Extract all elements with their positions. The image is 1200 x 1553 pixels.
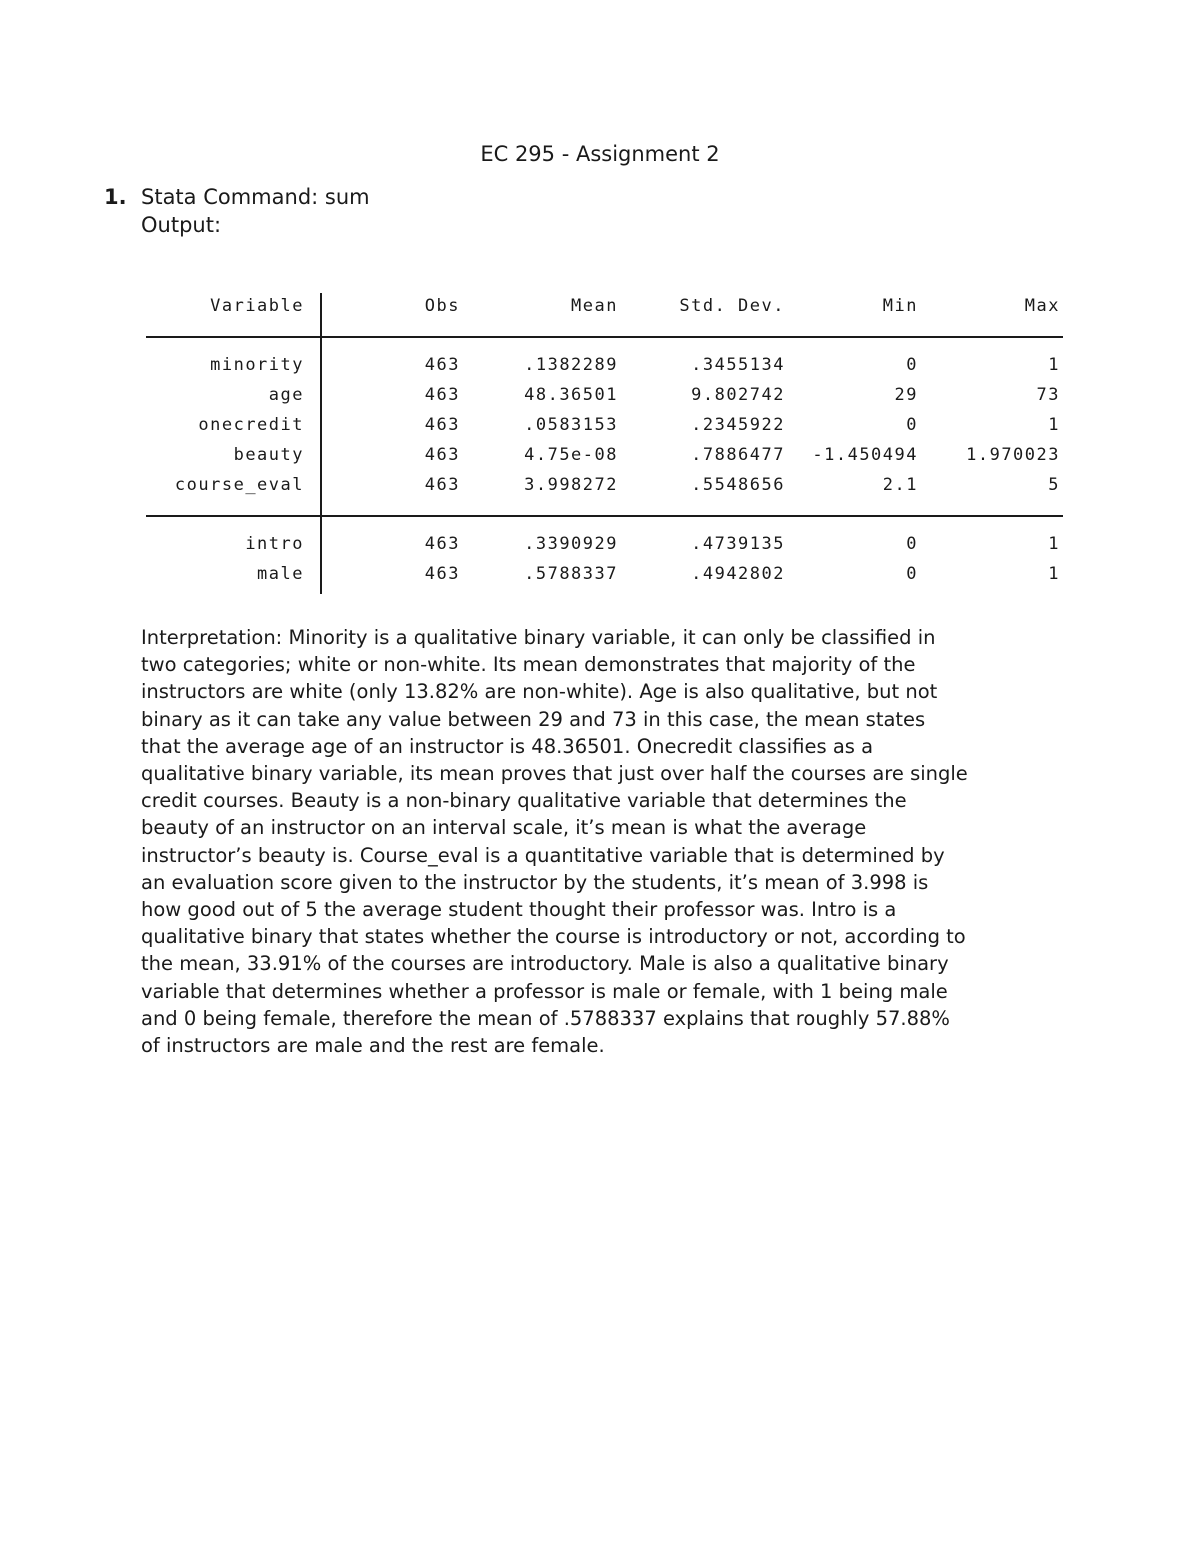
row-min: 29 (894, 385, 918, 405)
interpretation-line: instructors are white (only 13.82% are non-white). Age is also qualitative, but not (141, 680, 938, 704)
row-mean: 48.36501 (524, 385, 618, 405)
question-number: 1. (104, 185, 127, 209)
row-variable: male (257, 564, 304, 584)
header-std-dev: Std. Dev. (679, 296, 785, 316)
interpretation-line: an evaluation score given to the instructor by the students, it’s mean of 3.998 is (141, 870, 929, 894)
row-max: 73 (1036, 385, 1060, 405)
row-variable: onecredit (198, 415, 304, 435)
row-std-dev: .2345922 (691, 415, 785, 435)
row-obs: 463 (424, 385, 460, 405)
interpretation-line: binary as it can take any value between 29 and 73 in this case, the mean states (141, 707, 926, 731)
row-max: 1 (1048, 415, 1060, 435)
row-mean: .5788337 (524, 564, 618, 584)
output-label: Output: (141, 213, 222, 237)
interpretation-line: how good out of 5 the average student thought their professor was. Intro is a (141, 898, 897, 922)
header-obs: Obs (424, 296, 460, 316)
row-variable: age (268, 385, 304, 405)
table-horizontal-rule-top (146, 336, 1063, 338)
interpretation-line: qualitative binary variable, its mean proves that just over half the courses are single (141, 762, 968, 786)
row-obs: 463 (424, 415, 460, 435)
row-max: 5 (1048, 475, 1060, 495)
row-std-dev: .5548656 (691, 475, 785, 495)
row-std-dev: .7886477 (691, 445, 785, 465)
row-min: 0 (906, 415, 918, 435)
stata-command-line: Stata Command: sum (141, 185, 370, 209)
row-variable: course_eval (174, 475, 304, 495)
row-min: 0 (906, 564, 918, 584)
row-std-dev: .4739135 (691, 534, 785, 554)
table-vertical-rule-header (320, 293, 322, 337)
row-min: 2.1 (882, 475, 918, 495)
stata-summary-table (0, 0, 1200, 620)
row-obs: 463 (424, 534, 460, 554)
interpretation-line: variable that determines whether a professor is male or female, with 1 being male (141, 979, 948, 1003)
row-mean: .3390929 (524, 534, 618, 554)
row-min: 0 (906, 355, 918, 375)
table-vertical-rule-group2 (320, 517, 322, 594)
row-min: -1.450494 (812, 445, 918, 465)
interpretation-paragraph (141, 624, 1071, 1059)
interpretation-line: that the average age of an instructor is 48.36501. Onecredit classifies as a (141, 734, 874, 758)
interpretation-line: beauty of an instructor on an interval scale, it’s mean is what the average (141, 816, 867, 840)
row-std-dev: 9.802742 (691, 385, 785, 405)
row-mean: 4.75e-08 (524, 445, 618, 465)
row-max: 1 (1048, 564, 1060, 584)
interpretation-line: Interpretation: Minority is a qualitative binary variable, it can only be classified in (141, 626, 936, 649)
table-vertical-rule-group1 (320, 338, 322, 516)
row-max: 1.970023 (966, 445, 1060, 465)
header-max: Max (1024, 296, 1060, 316)
row-obs: 463 (424, 475, 460, 495)
row-obs: 463 (424, 564, 460, 584)
row-mean: 3.998272 (524, 475, 618, 495)
row-variable: beauty (233, 445, 304, 465)
row-max: 1 (1048, 355, 1060, 375)
table-horizontal-rule-middle (146, 515, 1063, 517)
row-std-dev: .3455134 (691, 355, 785, 375)
row-std-dev: .4942802 (691, 564, 785, 584)
interpretation-line: qualitative binary that states whether the course is introductory or not, according to (141, 925, 966, 949)
interpretation-line: the mean, 33.91% of the courses are introductory. Male is also a qualitative binary (141, 952, 949, 976)
interpretation-line: and 0 being female, therefore the mean of .5788337 explains that roughly 57.88% (141, 1006, 950, 1030)
row-max: 1 (1048, 534, 1060, 554)
header-mean: Mean (571, 296, 618, 316)
row-variable: intro (245, 534, 304, 554)
interpretation-line: two categories; white or non-white. Its mean demonstrates that majority of the (141, 653, 916, 677)
row-obs: 463 (424, 445, 460, 465)
header-min: Min (882, 296, 918, 316)
document-title: EC 295 - Assignment 2 (480, 142, 720, 166)
header-variable: Variable (210, 296, 304, 316)
row-variable: minority (210, 355, 304, 375)
interpretation-line: credit courses. Beauty is a non-binary qualitative variable that determines the (141, 789, 907, 813)
row-obs: 463 (424, 355, 460, 375)
row-mean: .0583153 (524, 415, 618, 435)
row-mean: .1382289 (524, 355, 618, 375)
interpretation-line: instructor’s beauty is. Course_eval is a quantitative variable that is determined by (141, 843, 945, 867)
row-min: 0 (906, 534, 918, 554)
interpretation-line: of instructors are male and the rest are female. (141, 1034, 605, 1058)
